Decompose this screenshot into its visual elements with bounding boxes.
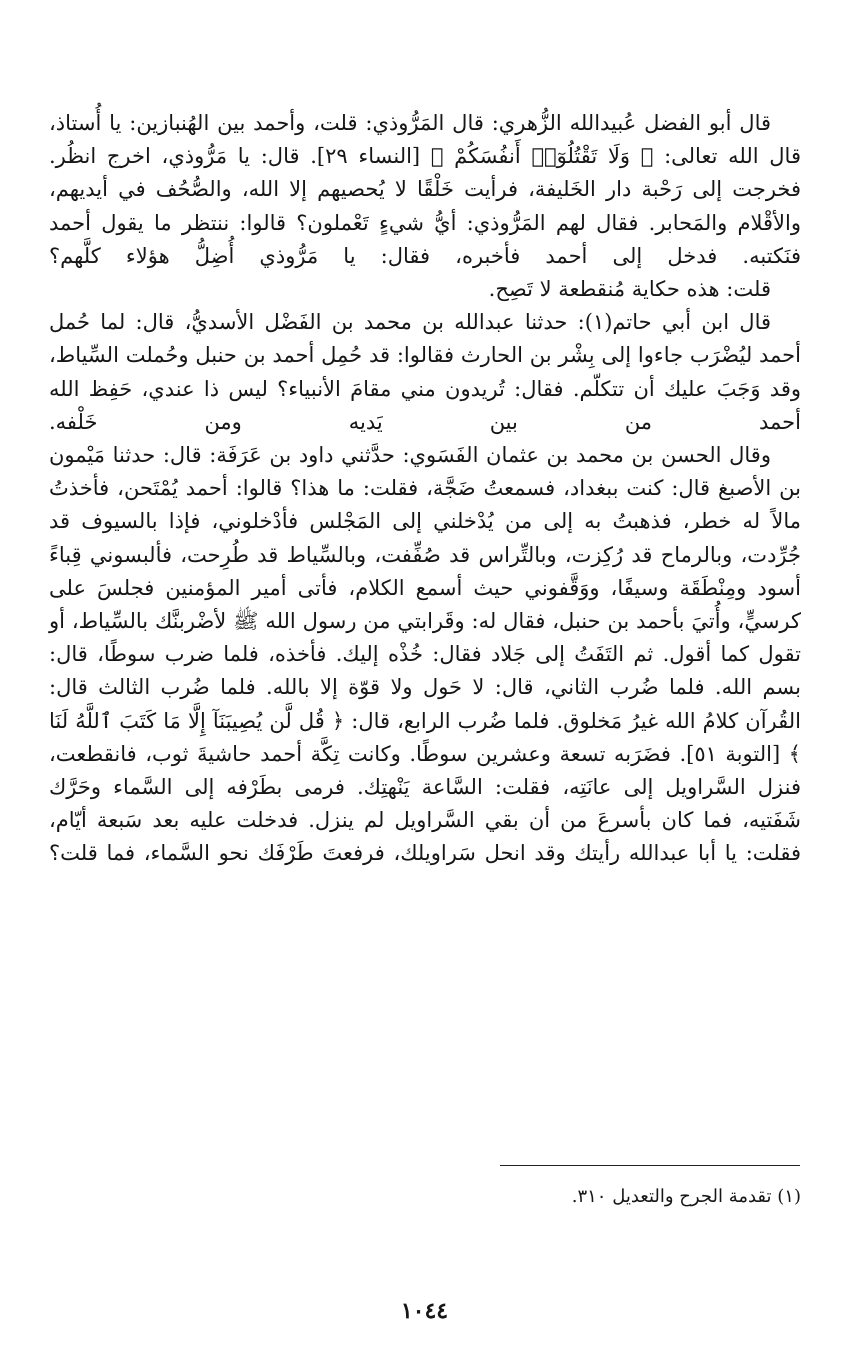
text-line: عبدالله رأيتك وقد انحل سَراويلك، فرفعتَ طَرْفَك نحو السَّماء، فما قلت؟ [49,841,690,866]
text-line: قال ابن أبي حاتم(١): حدثنا عبدالله بن محمد بن الفَضْل الأسديُّ، قال: [125,310,772,335]
text-line: يُحصيهم إلا الله، والصُّحُف في أيديهم، والأقْلام والمَحابر. فقال لهم [49,177,801,235]
footnote-divider [500,1165,800,1166]
text-line: حنبل وحُملت السِّياط، وقد وَجَبَ عليك أن تتكلّم. فقال: تُريدون مني مقامَ [49,343,802,401]
text-line: ضُرب الثالث قال: القُرآن كلامُ الله غيرُ مَخلوق. فلما ضُرب الرابع، قال: [49,675,801,733]
main-text [49,107,801,871]
paragraph-fasawi [49,439,801,871]
text-line: حدثنا مَيْمون بن الأصبغ قال: كنت ببغداد، فسمعتُ ضَجَّة، فقلت: ما هذا؟ [49,443,801,501]
text-line: ﴿ قُل لَّن يُصِيبَنَآ إِلَّا مَا كَتَبَ ٱللَّهُ لَنَا ﴾ [التوبة ٥١]. فضَرَبه تسعة وعشرين [49,708,801,766]
text-line: المَرُّوذي: أيُّ شيءٍ تَعْملون؟ قالوا: ننتظر ما يقول أحمد فنَكتبه. فدخل إلى [49,210,801,268]
text-line: وأُتيَ بأحمد بن حنبل، فقال له: وقَرابتي من رسول الله ﷺ لأضْربنَّك بالسِّياط، [64,609,731,634]
text-line: وسيفًا، ووَقَّفوني حيث أسمع الكلام، فأتى أمير المؤمنين فجلسَ على كرسيٍّ، [49,575,801,634]
text-line: قلت: هذه حكاية مُنقطعة لا تَصِح. [488,277,771,302]
text-line: يا مَرُّوذي، اخرج انظُر. فخرجت إلى رَحْبة دار الخَليفة، فرأيت خَلْقًا لا [49,144,801,202]
text-line: سوطًا، قال: بسم الله. فلما ضُرب الثاني، قال: لا حَول ولا قوّة إلا بالله. فلما [49,642,801,700]
text-line: فقلت: السَّاعة يَنْهتِك. فرمى بطَرْفه إلى السَّماء وحَرَّك شَفَتيه، فما كان بأسرعَ [49,775,801,833]
page-number: ١٠٤٤ [400,1298,449,1324]
text-line: وقال الحسن بن محمد بن عثمان الفَسَوي: حدَّثني داود بن عَرَفَة: قال: [155,443,771,468]
paragraph-note [49,273,801,306]
paragraph-ibn-abi-hatim [49,306,801,439]
paragraph-zuhri [49,107,801,273]
text-line: لما حُمل أحمد ليُضْرَب جاءوا إلى بِشْر بن الحارث فقالوا: قد حُمِل أحمد بن [49,310,801,368]
text-line: قال أبو الفضل عُبيدالله الزُّهري: قال المَرُّوذي: قلت، وأحمد بين [209,111,771,135]
text-line: أو تقول كما أقول. ثم التَفَتُ إلى جَلاد فقال: خُذْه إليك. فأخذه، فلما ضرب [49,609,802,667]
text-line: الهُنبازين: يا أُستاذ، قال الله تعالى: ﴿ وَلَا تَقْتُلُوٓا۟ أَنفُسَكُمْ ﴾ [النساء ٢٩]. قال: [49,111,801,169]
text-line: سوطًا. وكانت تِكَّة أحمد حاشيةَ ثوب، فانقطعت، فنزل السَّراويل إلى عانَتِه، [49,741,802,800]
text-line: من أن بقي السَّراويل لم ينزل. فدخلت عليه بعد سَبعة أيّام، فقلت: يا أبا [49,808,802,866]
text-line: أحمد فأخبره، فقال: يا مَرُّوذي أُضِلُّ هؤلاء كلَّهم؟ [49,243,588,268]
text-line: وبالتِّراس قد صُفِّفت، وبالسِّياط قد طُرِحت، فألبسوني قِباءً أسود ومِنْطَقَة [49,542,801,600]
footnote: (١) تقدمة الجرح والتعديل ٣١٠. [571,1186,801,1207]
text-line: الأنبياء؟ ليس ذا عندي، حَفِظ الله أحمد من بين يَديه ومن خَلْفه. [49,376,801,434]
text-line: قالوا: أحمد يُمْتَحن، فأخذتُ مالاً له خطر، فذهبتُ به إلى من يُدْخلني إلى [49,476,801,534]
text-line: المَجْلس فأدْخلوني، فإذا بالسيوف قد جُرِّدت، وبالرماح قد رُكِزت، [49,509,801,567]
